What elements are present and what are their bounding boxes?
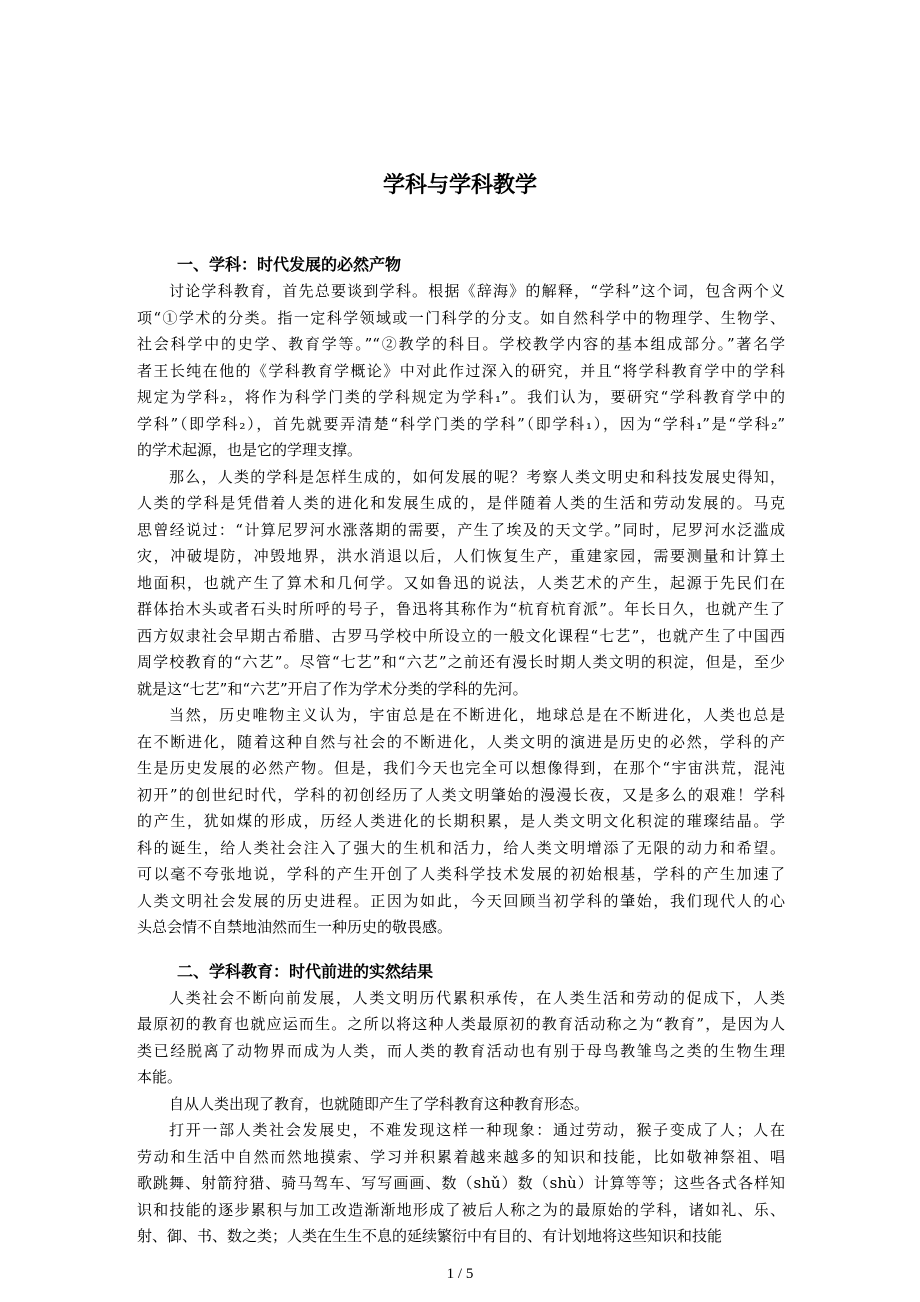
text-line: 西方奴隶社会早期古希腊、古罗马学校中所设立的一般文化课程“七艺”，也就产生了中国西 (137, 626, 785, 645)
paragraph (137, 702, 785, 941)
section-heading: 一、学科：时代发展的必然产物 (177, 255, 402, 274)
text-line: 地面积，也就产生了算术和几何学。又如鲁迅的说法，人类艺术的产生，起源于先民们在 (137, 573, 785, 592)
text-line: 灾，冲破堤防，冲毁地界，洪水消退以后，人们恢复生产，重建家园，需要测量和计算土 (137, 547, 785, 565)
text-line: 识和技能的逐步累积与加工改造渐渐地形成了被后人称之为的最原始的学科，诸如礼、乐、 (137, 1200, 785, 1219)
document-title: 学科与学科教学 (382, 173, 537, 198)
paragraph (137, 985, 785, 1091)
text-line: 那么，人类的学科是怎样生成的，如何发展的呢？考察人类文明史和科技发展史得知， (169, 467, 785, 486)
text-line: 类已经脱离了动物界而成为人类，而人类的教育活动也有别于母鸟教雏鸟之类的生物生理 (137, 1041, 785, 1060)
text-line: 思曾经说过：“计算尼罗河水涨落期的需要，产生了埃及的天文学。”同时，尼罗河水泛滥成 (137, 520, 785, 539)
text-line: 可以毫不夸张地说，学科的产生开创了人类科学技术发展的初始根基，学科的产生加速了 (137, 865, 785, 883)
text-line: 科的诞生，给人类社会注入了强大的生机和活力，给人类文明增添了无限的动力和希望。 (137, 838, 785, 857)
text-line: 的产生，犹如煤的形成，历经人类进化的长期积累，是人类文明文化积淀的璀璨结晶。学 (137, 812, 785, 830)
text-line: 自从人类出现了教育，也就随即产生了学科教育这种教育形态。 (169, 1094, 590, 1113)
text-line: 人类的学科是凭借着人类的进化和发展生成的，是伴随着人类的生活和劳动发展的。马克 (137, 494, 785, 512)
text-line: 人类文明社会发展的历史进程。正因为如此，今天回顾当初学科的肇始，我们现代人的心 (137, 891, 785, 910)
text-line: 歌跳舞、射箭狩猎、骑马驾车、写写画画、数（shǔ）数（shù）计算等等；这些各式各样知 (137, 1174, 785, 1192)
text-line: 在不断进化，随着这种自然与社会的不断进化，人类文明的演进是历史的必然，学科的产 (137, 732, 785, 751)
section-heading: 二、学科教育：时代前进的实然结果 (177, 961, 434, 981)
paragraph (137, 464, 785, 703)
text-line: 生是历史发展的必然产物。但是，我们今天也完全可以想像得到，在那个“宇宙洪荒，混沌 (137, 759, 785, 777)
text-line: 项“①学术的分类。指一定科学领域或一门科学的分支。如自然科学中的物理学、生物学、 (137, 308, 785, 327)
text-line: 打开一部人类社会发展史，不难发现这样一种现象：通过劳动，猴子变成了人；人在 (169, 1121, 785, 1139)
section-2 (137, 959, 785, 1250)
page-number: 1 / 5 (446, 1266, 474, 1282)
text-line: 的学术起源，也是它的学理支撑。 (137, 441, 363, 459)
paragraph (137, 1091, 785, 1118)
text-line: 最原初的教育也就应运而生。之所以将这种人类最原初的教育活动称之为“教育”，是因为人 (137, 1015, 785, 1033)
text-line: 劳动和生活中自然而然地摸索、学习并积累着越来越多的知识和技能，比如敬神祭祖、唱 (137, 1147, 785, 1166)
text-line: 射、御、书、数之类；人类在生生不息的延续繁衍中有目的、有计划地将这些知识和技能 (137, 1227, 723, 1245)
text-line: 本能。 (137, 1068, 183, 1086)
text-line: 者王长纯在他的《学科教育学概论》中对此作过深入的研究，并且“将学科教育学中的学科 (137, 361, 785, 380)
text-line: 人类社会不断向前发展，人类文明历代累积承传，在人类生活和劳动的促成下，人类 (169, 988, 785, 1007)
text-line: 社会科学中的史学、教育学等。”“②教学的科目。学校教学内容的基本组成部分。”著名学 (137, 335, 785, 353)
paragraph (137, 278, 785, 464)
section-1 (137, 252, 785, 941)
text-line: 讨论学科教育，首先总要谈到学科。根据《辞海》的解释，“学科”这个词，包含两个义 (169, 282, 785, 300)
document-body (137, 252, 785, 1250)
paragraph (137, 1117, 785, 1250)
text-line: 学科”（即学科₂），首先就要弄清楚“科学门类的学科”（即学科₁），因为“学科₁”是“学科₂” (137, 414, 785, 433)
text-line: 群体抬木头或者石头时所呼的号子，鲁迅将其称作为“杭育杭育派”。年长日久，也就产生了 (137, 600, 785, 618)
text-line: 就是这“七艺”和“六艺”开启了作为学术分类的学科的先河。 (137, 679, 528, 698)
text-line: 初开”的创世纪时代，学科的初创经历了人类文明肇始的漫漫长夜，又是多么的艰难！学科 (137, 785, 785, 804)
text-line: 头总会情不自禁地油然而生一种历史的敬畏感。 (137, 918, 453, 936)
text-line: 周学校教育的“六艺”。尽管“七艺”和“六艺”之前还有漫长时期人类文明的积淀，但是，至少 (137, 653, 785, 671)
text-line: 当然，历史唯物主义认为，宇宙总是在不断进化，地球总是在不断进化，人类也总是 (169, 706, 785, 724)
text-line: 规定为学科₂，将作为科学门类的学科规定为学科₁”。我们认为，要研究“学科教育学中的 (137, 388, 785, 406)
